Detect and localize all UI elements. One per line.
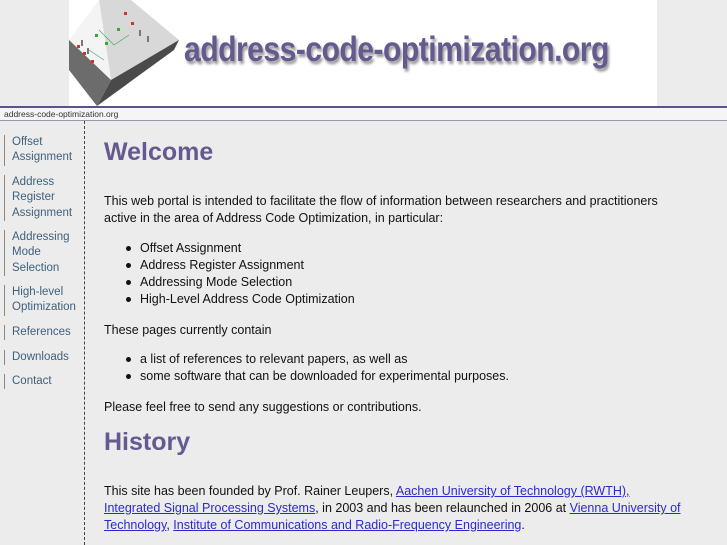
contains-paragraph: These pages currently contain (104, 323, 272, 337)
tu-vienna-link[interactable]: Vienna University of (569, 501, 681, 515)
breadcrumb-rule (0, 120, 727, 121)
banner-image (69, 0, 657, 106)
sidebar-item-label: Selection (12, 261, 60, 274)
intro-text: active in the area of Address Code Optimization, in particular: (104, 211, 444, 225)
breadcrumb-bar (0, 108, 727, 120)
intro-text: This web portal is intended to facilitate the flow of information between researchers and practitioners (104, 194, 658, 208)
sidebar-item-address-register-assignment[interactable] (4, 175, 86, 221)
sidebar-item-label: Contact (12, 375, 52, 387)
site-title: address-code-optimization.org (184, 30, 609, 69)
sidebar-item-label: Addressing (12, 231, 70, 243)
isps-link[interactable]: Integrated Signal Processing Systems (104, 501, 316, 515)
bullet-icon (126, 280, 131, 285)
bullet-icon (126, 297, 131, 302)
feedback-paragraph: Please feel free to send any suggestions or contributions. (104, 400, 422, 414)
sidebar-item-references[interactable] (4, 325, 86, 340)
sidebar-item-contact[interactable] (4, 374, 86, 389)
sidebar-item-label: Mode (12, 246, 41, 259)
logo-cube-icon (69, 0, 184, 106)
sidebar-item-label: Register (12, 191, 55, 204)
contents-list (104, 351, 509, 385)
bullet-icon (126, 246, 131, 251)
intro-paragraph (104, 193, 709, 227)
list-item: some software that can be downloaded for experimental purposes. (104, 368, 509, 385)
sidebar-item-label: Assignment (12, 151, 73, 164)
rwth-link[interactable]: Aachen University of Technology (RWTH), (395, 484, 630, 498)
bullet-icon (126, 374, 131, 379)
topic-list (104, 240, 355, 308)
history-paragraph: This site has been founded by Prof. Rainer Leupers, Aachen University of Technology (RWTH), Integrated Signal Processing Systems, in 2003 and has been relaunched in 2006 at Vienna University of Technology, Institute of Communications and Radio-Frequency Engineering. (104, 484, 681, 532)
list-item: High-Level Address Code Optimization (104, 291, 355, 308)
tu-vienna-link-cont[interactable]: Technology (104, 518, 167, 532)
sidebar-item-label: Assignment (12, 206, 73, 219)
sidebar-item-label: Address (12, 176, 55, 188)
site-banner (0, 0, 727, 106)
list-item: Addressing Mode Selection (104, 274, 355, 291)
list-item: Offset Assignment (104, 240, 355, 257)
history-heading: History (104, 428, 191, 456)
sidebar-item-addressing-mode-selection[interactable] (4, 230, 86, 276)
bullet-icon (126, 263, 131, 268)
sidebar-item-label: Offset (12, 136, 43, 148)
sidebar-item-label: Downloads (12, 351, 69, 363)
bullet-icon (126, 357, 131, 362)
sidebar-item-label: References (12, 326, 71, 338)
welcome-heading: Welcome (104, 138, 214, 166)
sidebar-nav (0, 121, 85, 545)
list-item: a list of references to relevant papers, as well as (104, 351, 509, 368)
list-item: Address Register Assignment (104, 257, 355, 274)
sidebar-item-offset-assignment[interactable] (4, 135, 86, 166)
breadcrumb[interactable]: address-code-optimization.org (4, 109, 119, 119)
sidebar-item-downloads[interactable] (4, 350, 86, 365)
sidebar-item-label: High-level (12, 286, 64, 298)
institute-link[interactable]: Institute of Communications and Radio-Frequency Engineering (173, 518, 522, 532)
sidebar-item-label: Optimization (12, 301, 76, 314)
sidebar-item-high-level-optimization[interactable] (4, 285, 86, 316)
